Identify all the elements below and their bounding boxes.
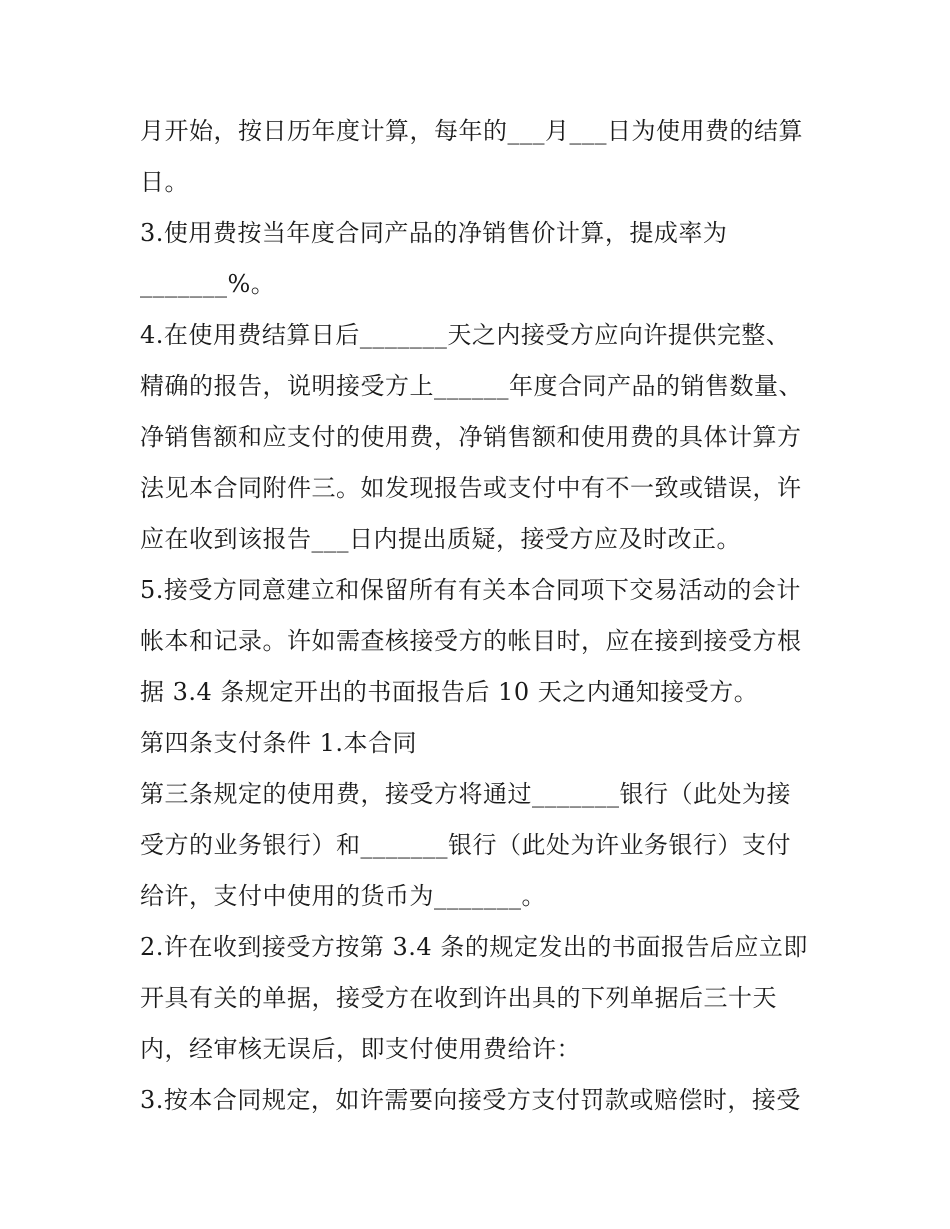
text-line: 第三条规定的使用费，接受方将通过_______银行（此处为接 [140, 780, 791, 808]
text-line: 2.许在收到接受方按第 3.4 条的规定发出的书面报告后应立即 [140, 933, 808, 961]
text-line: 5.接受方同意建立和保留所有有关本合同项下交易活动的会计 [140, 576, 801, 604]
text-line: 给许，支付中使用的货币为_______。 [140, 882, 546, 910]
document-body [140, 107, 820, 1127]
text-line: 应在收到该报告___日内提出质疑，接受方应及时改正。 [140, 525, 741, 553]
section-heading: 第四条支付条件 1.本合同 [140, 729, 418, 757]
text-line: 开具有关的单据，接受方在收到许出具的下列单据后三十天 [140, 984, 777, 1012]
text-line: 净销售额和应支付的使用费，净销售额和使用费的具体计算方 [140, 423, 802, 451]
text-line: 4.在使用费结算日后_______天之内接受方应向许提供完整、 [140, 321, 791, 349]
text-line: 法见本合同附件三。如发现报告或支付中有不一致或错误，许 [140, 474, 802, 502]
text-line: 3.使用费按当年度合同产品的净销售价计算，提成率为 [140, 219, 728, 247]
text-line: 月开始，按日历年度计算，每年的___月___日为使用费的结算 [140, 117, 803, 145]
text-line: 精确的报告，说明接受方上______年度合同产品的销售数量、 [140, 372, 803, 400]
text-line: 内，经审核无误后，即支付使用费给许： [140, 1035, 581, 1063]
text-line: 日。 [140, 168, 189, 196]
text-line: 帐本和记录。许如需查核接受方的帐目时，应在接到接受方根 [140, 627, 802, 655]
text-line: 据 3.4 条规定开出的书面报告后 10 天之内通知接受方。 [140, 678, 759, 706]
text-line: _______%。 [140, 270, 276, 298]
text-line: 受方的业务银行）和_______银行（此处为许业务银行）支付 [140, 831, 791, 859]
text-line: 3.按本合同规定，如许需要向接受方支付罚款或赔偿时，接受 [140, 1086, 801, 1114]
